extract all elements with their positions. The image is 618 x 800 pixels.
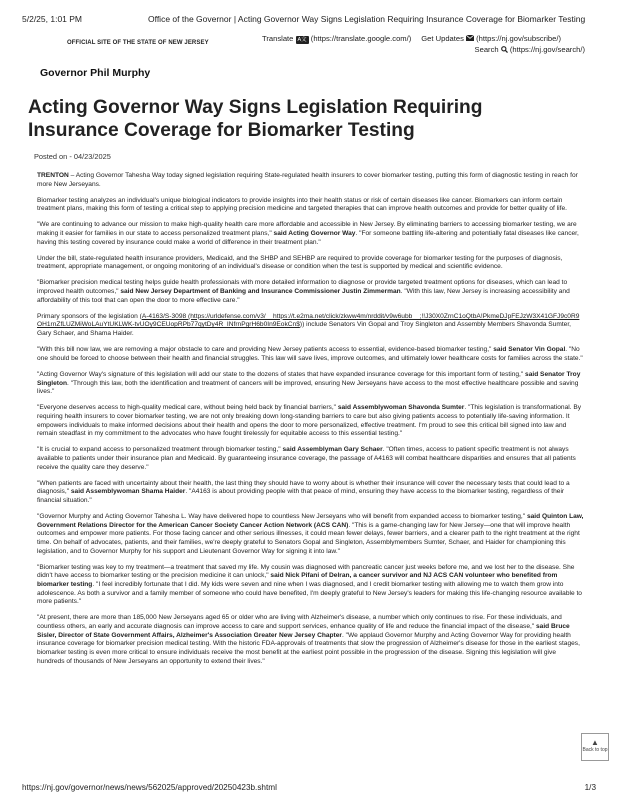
quote-paragraph: "When patients are faced with uncertainty about their health, the last thing they should have to worry about is whether their insurance will cover the necessary tests that could lead to a diagnosis," said Assemblywoman Shama Haider. "A4163 is about providing people with that peace of mind, ensuring they have access to the biomarker testing, regardless of their financial situation." <box>37 479 570 504</box>
sponsors-paragraph: Primary sponsors of the legislation (A-4163/S-3098 (https://urldefense.com/v3/__https://t.e2ma.net/click/zkww4m/nrddit/v9w6ubb__;!!J30X0ZrnC1oQtbA!PkmeDJpFEJzW3X41GFJ9c0R9OH1rnZfLUZMiWoLAuYtUKLWK-tvUOy9CEUopRPb77qytDy4R_INfrnPgrH6b0In9EokCn$)) include Senators Vin Gopal and Troy Singleton and Assembly Members Shavonda Sumter, Gary Schaer, and Shama Haider. <box>37 312 580 338</box>
bill-link[interactable]: A-4163/S-3098 (https://urldefense.com/v3/__https://t.e2ma.net/click/zkww4m/nrddit/v9w6ubb__;!!J30X0ZrnC1oQtbA!PkmeDJpFEJzW3X41GFJ9c0R9OH1rnZfLUZMiWoLAuYtUKLWK-tvUOy9CEUopRPb77qytDy4R_INfrnPgrH6b0In9EokCn$ <box>37 312 580 329</box>
envelope-icon <box>466 35 474 41</box>
quote-paragraph: "At present, there are more than 185,000 New Jerseyans aged 65 or older who are living with Alzheimer's disease, a number which only continues to rise. For these individuals, and countless others, an early and accurate diagnosis can improve access to care and support services, enhance quality of life and reduce the financial impact of the disease," said Bruce Sisler, Director of State Government Affairs, Alzheimer's Association Greater New Jersey Chapter. "We applaud Governor Murphy and Acting Governor Way for providing health insurance coverage for biomarker precision medical testing. With the historic FDA-approvals of treatments that slow the progression of Alzheimer's disease for those in the earliest stages, biomarker testing is even more critical to ensure individuals receive the most benefit at the earliest point possible in the progression of the disease. Signing this legislation will give hundreds of thousands of New Jerseyans an opportunity to extend their lives." <box>37 614 580 665</box>
quote-paragraph: "Acting Governor Way's signature of this legislation will add our state to the dozens of states that have expanded insurance coverage for this important form of testing," said Senator Troy Singleton. "Through this law, both the identification and treatment of cancers will be improved, ensuring New Jerseyans have access to the most effective healthcare possible and saving lives." <box>37 370 581 396</box>
top-utility-bar <box>262 33 588 55</box>
get-updates-link[interactable]: Get Updates (https://nj.gov/subscribe/) <box>421 34 561 43</box>
back-to-top-button[interactable] <box>581 733 609 761</box>
print-header <box>22 14 596 24</box>
quote-paragraph: "We are continuing to advance our mission to make high-quality health care more affordable and accessible in New Jersey. By eliminating barriers to accessing biomarker testing, we are making it easier for families in our state to access personalized treatment plans," said Acting Governor Way. "For someone battling life-altering and potentially fatal diseases like cancer, having this testing covered by insurance could make a world of difference in their treatment plan." <box>37 221 579 246</box>
back-to-top-label: Back to top <box>582 747 608 753</box>
quote-paragraph: "Everyone deserves access to high-quality medical care, without being held back by financial barriers," said Assemblywoman Shavonda Sumter. "This legislation is transformational. By requiring health insurers to cover biomarker testing, we are not only breaking down long-standing barriers to care but also giving patients access to potentially life-saving information. It empowers individuals to make informed decisions about their health and opens the door to more personalized, effective treatment. I'm proud to see this critical bill signed into law and remain steadfast in my commitment to the advocates who have fought tirelessly for equitable access to this essential testing." <box>37 404 582 438</box>
print-datetime: 5/2/25, 1:01 PM <box>22 14 83 24</box>
page-title: Acting Governor Way Signs Legislation Requiring Insurance Coverage for Biomarker Testing <box>28 97 483 141</box>
paragraph: Biomarker testing analyzes an individual's unique biological indicators to provide insights into their health status or risk of certain diseases like cancer. Biomarkers can inform certain treatment plans, making this form of testing a critical step to applying precision medicine and targeted therapies that can improve health outcomes and provide for better quality of life. <box>37 196 567 213</box>
search-link[interactable]: Search (https://nj.gov/search/) <box>474 45 585 54</box>
quote-paragraph: "With this bill now law, we are removing a major obstacle to care and providing New Jersey patients access to essential, evidence-based biomarker testing," said Senator Vin Gopal. "No one should be forced to choose between their health and financial struggles. This law will save lives, improve outcomes, and ultimately lower healthcare costs for families across the state." <box>37 346 583 362</box>
article-body <box>37 172 584 674</box>
arrow-up-icon: ▲ <box>591 738 599 747</box>
print-page-number: 1/3 <box>584 783 596 792</box>
quote-paragraph: "Biomarker testing was key to my treatment—a treatment that saved my life. My cousin was diagnosed with pancreatic cancer just weeks before me, and we lost her to the disease. She didn't have access to biomarker testing or the precision medicine it can unlock," said Nick Pifani of Delran, a cancer survivor and NJ ACS CAN volunteer who benefited from biomarker testing. "I feel incredibly fortunate that I did. My kids were seven and nine when I was diagnosed, and I credit biomarker testing with allowing me to watch them grow into adolescence. As both a survivor and a family member of someone who could have benefited, I'm deeply grateful to New Jersey's leaders for making this life-changing resource available to more patients." <box>37 563 582 606</box>
quote-paragraph: "Biomarker precision medical testing helps guide health professionals with more detailed information to diagnose or provide targeted treatment options for diseases, which can lead to improved health outcomes," said New Jersey Department of Banking and Insurance Commissioner Justin Zimmerman. "With this law, New Jersey is increasing accessibility and affordability of this tool that can open the door to more effective care." <box>37 279 570 304</box>
search-icon <box>501 46 508 53</box>
paragraph-intro: TRENTON – Acting Governor Tahesha Way today signed legislation requiring State-regulated health insurers to cover biomarker testing, putting this form of diagnostic testing in reach for more New Jerseyans. <box>37 172 578 188</box>
official-site-label: OFFICIAL SITE OF THE STATE OF NEW JERSEY <box>67 40 209 46</box>
governor-name[interactable]: Governor Phil Murphy <box>40 67 151 79</box>
print-url: https://nj.gov/governor/news/news/562025/approved/20250423b.shtml <box>22 783 277 792</box>
translate-icon: A文 <box>297 37 307 43</box>
translate-link[interactable]: Translate A文 (https://translate.google.com/) <box>262 34 412 43</box>
print-footer <box>22 783 596 792</box>
quote-paragraph: "It is crucial to expand access to personalized treatment through biomarker testing," said Assemblyman Gary Schaer. "Often times, access to patient specific treatment is not always available to patients under their insurance plan and Medicaid. By guaranteeing insurance coverage, the passage of A4163 will combat healthcare disparities and ensures that all patients receive the quality care they deserve." <box>37 446 576 471</box>
paragraph: Under the bill, state-regulated health insurance providers, Medicaid, and the SHBP and SEHBP are required to provide coverage for biomarker testing for the purposes of diagnosis, treatment, appropriate management, or ongoing monitoring of an individual's disease or condition when the test is supported by medical and scientific evidence. <box>37 254 563 271</box>
print-page-title: Office of the Governor | Acting Governor Way Signs Legislation Requiring Insurance Coverage for Biomarker Testing <box>148 14 586 24</box>
posted-date: Posted on - 04/23/2025 <box>34 152 111 161</box>
quote-paragraph: "Governor Murphy and Acting Governor Tahesha L. Way have delivered hope to countless New Jerseyans who will benefit from expanded access to biomarker testing," said Quinton Law, Government Relations Director for the American Cancer Society Cancer Action Network (ACS CAN). "This is a game-changing law for New Jersey—one that will improve health outcomes and empower more patients. For those facing cancer and other serious illnesses, it could mean fewer delays, fewer barriers, and a clearer path to the right treatment at the right time. On behalf of advocates, patients, and their families, we're deeply grateful to Senators Gopal and Singleton, Assemblymembers Sumter, Schaer, and Haider for championing this legislation, and to Governor Murphy for his support and Lieutenant Governor Way for signing it into law." <box>37 512 584 555</box>
